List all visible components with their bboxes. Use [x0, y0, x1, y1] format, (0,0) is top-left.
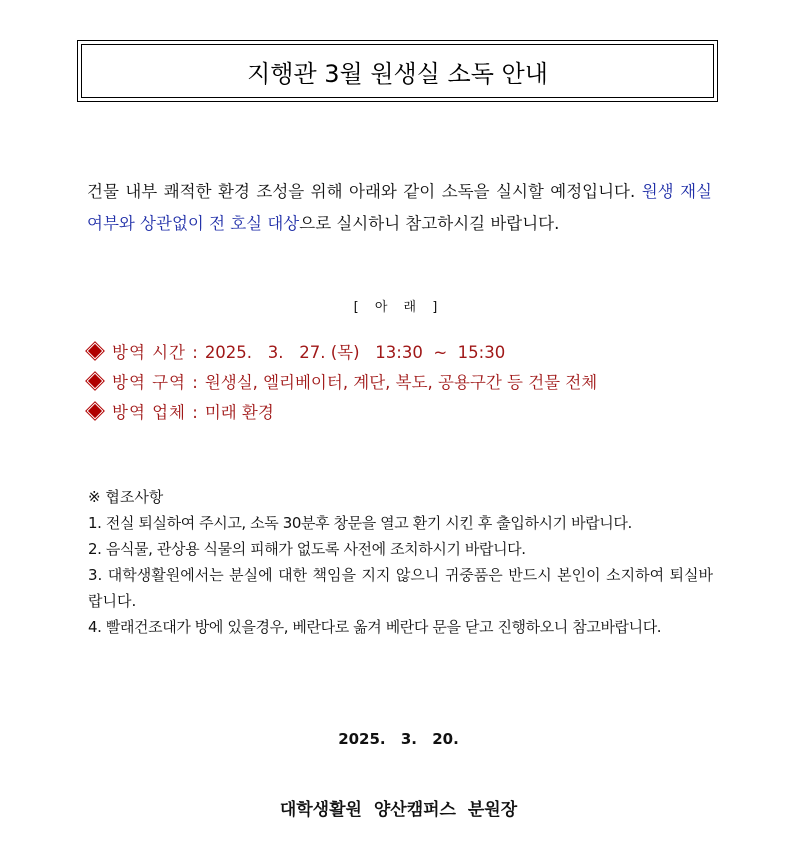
details-list — [86, 336, 597, 426]
section-label: [ 아 래 ] — [353, 300, 444, 315]
issue-date: 2025. 3. 20. — [338, 730, 459, 748]
detail-row-time — [86, 336, 597, 366]
notes-heading: ※ 협조사항 — [88, 488, 164, 506]
detail-row-area — [86, 366, 597, 396]
intro-highlight: 원생 재실 여부와 상관없이 전 호실 대상 — [87, 182, 712, 233]
title-box — [77, 40, 718, 102]
diamond-bullet-icon — [88, 374, 102, 388]
title-inner-border — [81, 44, 714, 98]
diamond-bullet-icon — [88, 404, 102, 418]
detail-label: 방역 업체 : — [112, 403, 199, 422]
detail-value: 원생실, 엘리베이터, 계단, 복도, 공용구간 등 건물 전체 — [204, 373, 598, 392]
detail-value: 2025. 3. 27. (목) 13:30 ~ 15:30 — [204, 343, 506, 362]
intro-line-1: 건물 내부 쾌적한 환경 조성을 위해 아래와 같이 소독을 실시할 예정입니다. — [87, 182, 636, 201]
note-item-4: 4. 빨래건조대가 방에 있을경우, 베란다로 옮겨 베란다 문을 닫고 진행하오니 참고바랍니다. — [88, 618, 662, 636]
detail-value: 미래 환경 — [204, 403, 274, 422]
detail-row-company — [86, 396, 597, 426]
intro-paragraph — [87, 176, 712, 240]
note-item-2: 2. 음식물, 관상용 식물의 피해가 없도록 사전에 조치하시기 바랍니다. — [88, 540, 526, 558]
diamond-bullet-icon — [88, 344, 102, 358]
detail-label: 방역 시간 : — [112, 343, 199, 362]
signature: 대학생활원 양산캠퍼스 분원장 — [279, 800, 518, 820]
cooperation-notes — [88, 484, 713, 640]
note-item-3: 3. 대학생활원에서는 분실에 대한 책임을 지지 않으니 귀중품은 반드시 본인이 소지하여 퇴실바랍니다. — [88, 566, 713, 610]
page-title: 지행관 3월 원생실 소독 안내 — [247, 59, 548, 88]
detail-label: 방역 구역 : — [112, 373, 199, 392]
note-item-1: 1. 전실 퇴실하여 주시고, 소독 30분후 창문을 열고 환기 시킨 후 출입하시기 바랍니다. — [88, 514, 632, 532]
intro-rest: 으로 실시하니 참고하시길 바랍니다. — [299, 214, 560, 233]
